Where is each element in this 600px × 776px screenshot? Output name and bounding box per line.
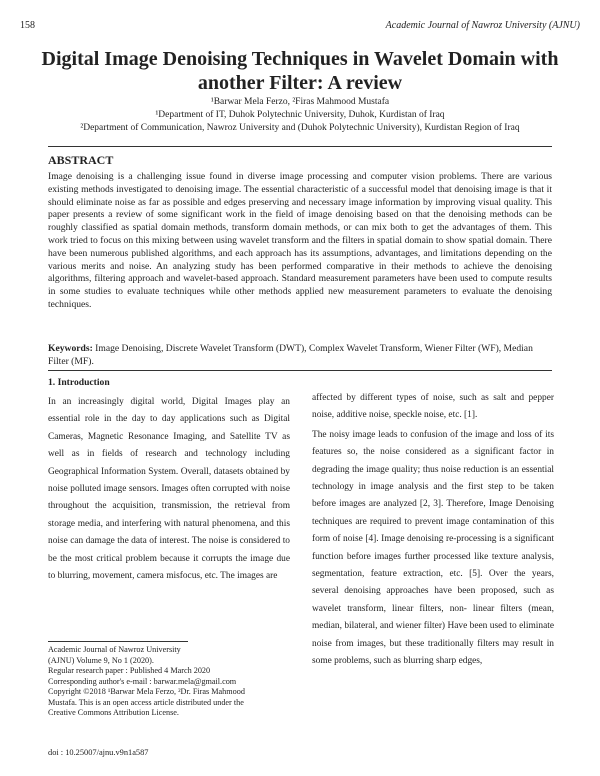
- abstract-heading: ABSTRACT: [48, 153, 114, 167]
- footnote-block: [48, 645, 298, 719]
- footnote-line: Academic Journal of Nawroz University: [48, 645, 181, 654]
- footnote-line: Creative Commons Attribution License.: [48, 708, 179, 717]
- footnote-line: Corresponding author's e-mail : barwar.mela@gmail.com: [48, 676, 237, 686]
- abstract-text: Image denoising is a challenging issue found in diverse image processing and computer vision problems. There are various existing methods investigated to denoising image. The essential characteristic of a successful model that denoising image is that it should eliminate noise as far as possible and edges preserving and necessary image information by improving visual quality. This paper presents a review of some significant work in the field of image denoising based on that the denoising methods can be roughly classified as spatial domain methods, transform domain methods, or can mix both to get the advantages of them. This work tried to focus on this mixing between using wavelet transform and the filters in spatial domain to show spatial domain. There have been numerous published algorithms, and each approach has its assumptions, advantages, and limitations depending on the various merits and noise. An analyzing study has been performed comparative in their methods to achieve the denoising algorithms, filtering approach and wavelet-based approach. Standard measurement parameters have been used to compute results in some studies to evaluate techniques while other methods applied new measurement parameters to evaluate the denoising techniques.: [48, 171, 552, 310]
- left-column: [48, 376, 290, 585]
- affiliation-1: ¹Department of IT, Duhok Polytechnic University, Duhok, Kurdistan of Iraq: [155, 110, 445, 120]
- author-block: [20, 96, 580, 135]
- keywords-bottom-rule: [48, 370, 552, 371]
- footnote-line: Copyright ©2018 ¹Barwar Mela Ferzo, ²Dr. Firas Mahmood: [48, 687, 245, 696]
- footnote-line: (AJNU) Volume 9, No 1 (2020).: [48, 655, 154, 665]
- author-names: ¹Barwar Mela Ferzo, ²Firas Mahmood Mustafa: [210, 97, 390, 107]
- journal-header: Academic Journal of Nawroz University (AJNU): [385, 20, 580, 31]
- paper-title: Digital Image Denoising Techniques in Wavelet Domain with another Filter: A review: [41, 48, 559, 94]
- section-heading-introduction: 1. Introduction: [48, 377, 110, 388]
- intro-paragraph-1: In an increasingly digital world, Digital Images play an essential role in the day to day applications such as Digital Cameras, Magnetic Resonance Imaging, and Satellite TV as well as in fields of research and technology including Geographical Information System. Overall, datasets obtained by noise polluted image sensors. Images often corrupted with noise throughout the acquisition, transmission, the retrieval from storage media, and interfering with natural phenomena, and this noise can damage the data of interest. The noise is considered to be the most critical problem because it corrupts the image due to blurring, movement, camera misfocus, etc. The images are: [48, 397, 290, 582]
- right-column: [312, 390, 554, 671]
- intro-paragraph-2: affected by different types of noise, such as salt and pepper noise, additive noise, speckle noise, etc. [1].: [312, 393, 554, 421]
- footnote-line: Regular research paper : Published 4 March 2020: [48, 666, 211, 675]
- footnote-rule: [48, 641, 188, 642]
- keywords-text: Image Denoising, Discrete Wavelet Transform (DWT), Complex Wavelet Transform, Wiener Filter (WF), Median Filter (MF).: [48, 343, 533, 367]
- footnote-line: Mustafa. This is an open access article distributed under the: [48, 697, 244, 707]
- abstract-top-rule: [48, 146, 552, 147]
- affiliation-2: ²Department of Communication, Nawroz University and (Duhok Polytechnic University), Kurdistan Region of Iraq: [80, 123, 520, 133]
- intro-paragraph-3: The noisy image leads to confusion of the image and loss of its features so, the noise considered as a significant factor in degrading the image quality; thus noise reduction is an essential technology in image analysis and the first step to be taken before images are analyzed [2, 3]. Therefore, Image Denoising techniques are required to prevent image contamination of this form of noise [4]. Image denoising re-processing is a significant function before images further processed like texture analysis, segmentation, feature extraction, etc. [5]. Over the years, several denoising approaches have been proposed, such as wavelet transform, linear filters, non- linear filters (mean, median, bilateral, and wiener filter) Have been used to eliminate noise from images, but these traditionally filters may result in some problems, such as blurring sharp edges,: [312, 429, 554, 667]
- keywords: [48, 342, 552, 368]
- keywords-label: Keywords:: [48, 343, 93, 354]
- page-number: 158: [20, 20, 35, 31]
- doi: doi : 10.25007/ajnu.v9n1a587: [48, 748, 149, 757]
